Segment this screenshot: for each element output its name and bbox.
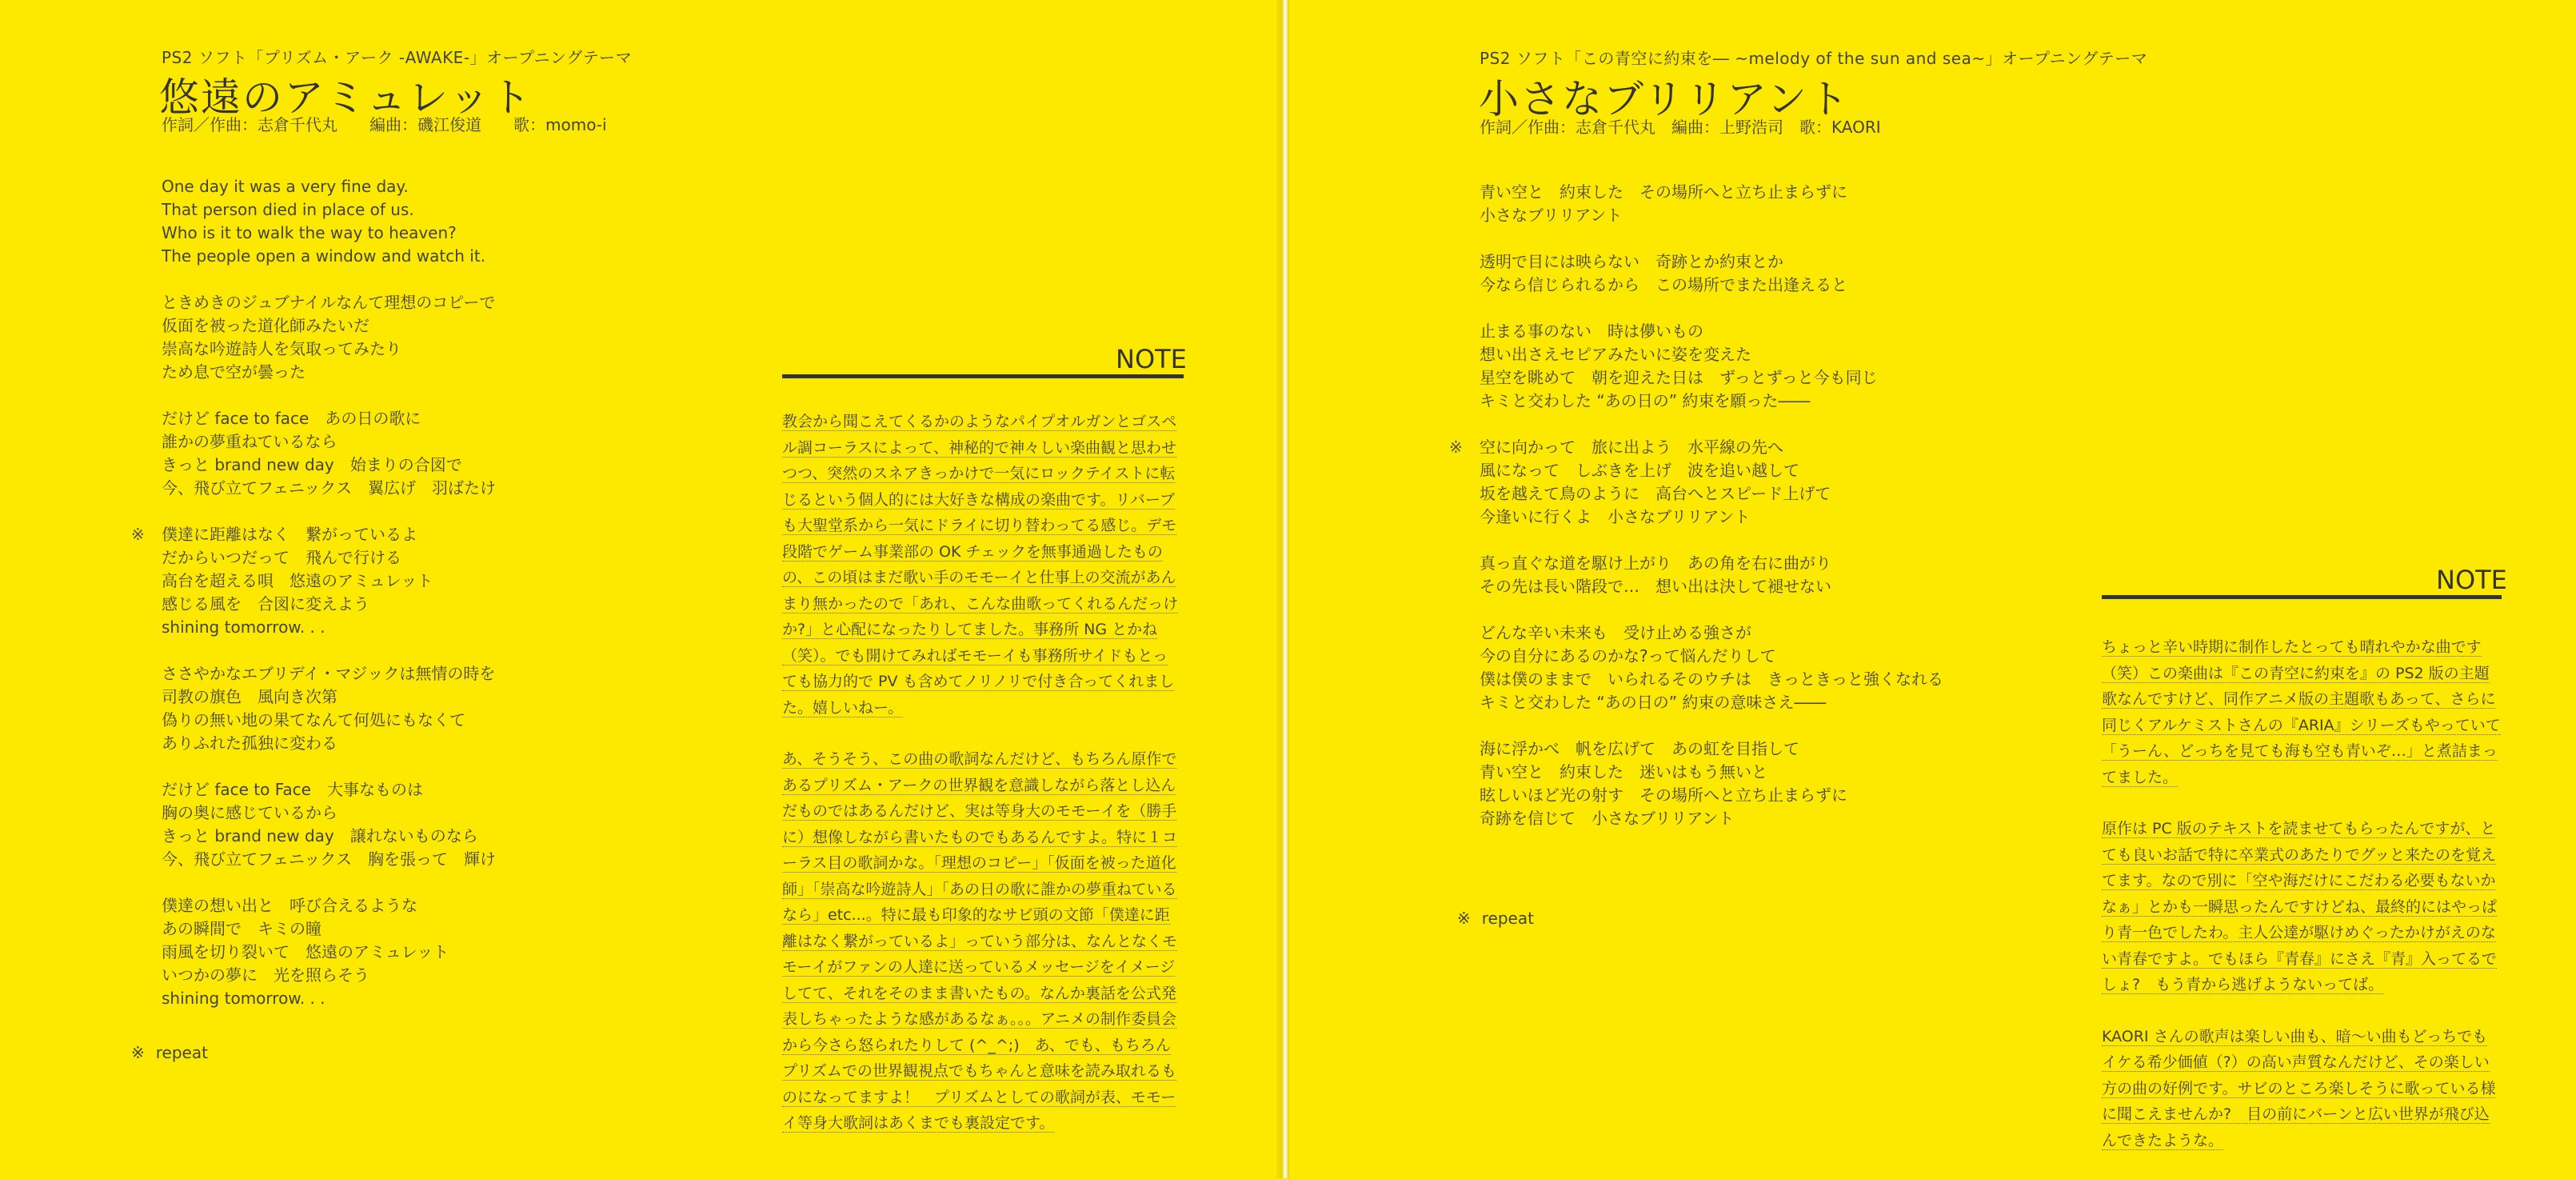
note-heading: NOTE	[1116, 344, 1187, 374]
left-page	[0, 0, 1284, 1178]
lyric-line: 今の自分にあるのかな?って悩んだりして	[1480, 646, 1776, 665]
note-body	[782, 409, 1182, 1162]
lyric-line: だけど face to Face 大事なものは	[162, 780, 423, 799]
lyric-line: One day it was a very fine day.	[162, 177, 409, 196]
lyrics-stanza	[162, 662, 577, 755]
note-paragraph: あ、そうそう、この曲の歌詞なんだけど、もちろん原作であるプリズム・アークの世界観を意識しながら落とし込んだものではあるんだけど、実は等身大のモモーイを（勝手に）想像しながら書いたものでもあるんですよ。特に１コーラス目の歌詞かな。「理想のコピー」「仮面を被った道化師」「崇高な吟遊詩人」「あの日の歌に誰かの夢重ねているなら」etc...。特に最も印象的なサビ頭の文節「僕達に距離はなく繋がっているよ」っていう部分は、なんとなくモモーイがファンの人達に送っているメッセージをイメージしてて、それをそのまま書いたもの。なんか裏話を公式発表しちゃったような感があるなぁ。。。アニメの制作委員会から今さら怒られたりして (^_^;) あ、でも、もちろんプリズムでの世界観視点でもちゃんと意味を読み取れるものになってますよ！ プリズムとしての歌詞が表、モモーイ等身大歌詞はあくまでも裏設定です。	[782, 750, 1178, 1132]
lyric-line: 小さなブリリアント	[1480, 206, 1623, 225]
lyric-line: shining tomorrow. . .	[162, 989, 325, 1008]
lyric-line: 坂を越えて鳥のように 高台へとスピード上げて	[1480, 484, 1831, 503]
lyric-line: Who is it to walk the way to heaven?	[162, 223, 457, 242]
lyric-line: 感じる風を 合図に変えよう	[162, 594, 369, 613]
chorus-mark: ※	[131, 525, 145, 544]
song-credits: 作詞／作曲：志倉千代丸 編曲：磯江俊道 歌：momo-i	[162, 115, 607, 134]
note-paragraph: 教会から聞こえてくるかのようなパイプオルガンとゴスペル調コーラスによって、神秘的で神々しい楽曲観と思わせつつ、突然のスネアきっかけで一気にロックテイストに転じるという個人的には大好きな構成の楽曲です。リバーブも大聖堂系から一気にドライに切り替わってる感じ。デモ段階でゲーム事業部の OK チェックを無事通過したものの、この頃はまだ歌い手のモモーイと仕事上の交流があんまり無かったので「あれ、こんな曲歌ってくれるんだっけか?」と心配になったりしてました。事務所 NG とかね（笑）。でも開けてみればモモーイも事務所サイドもとっても協力的で PV も含めてノリノリで付き合ってくれました。嬉しいねー。	[782, 413, 1179, 717]
repeat-label: repeat	[155, 1043, 208, 1062]
lyric-line: 今、飛び立てフェニックス 翼広げ 羽ばたけ	[162, 478, 496, 498]
chorus-stanza	[131, 523, 577, 639]
lyrics-block	[131, 175, 577, 1033]
lyric-line: 星空を眺めて 朝を迎えた日は ずっとずっと今も同じ	[1480, 368, 1878, 387]
note-paragraph: KAORI さんの歌声は楽しい曲も、暗～い曲もどっちでもイケる希少価値（?）の高い声質なんだけど、その楽しい方の曲の好例です。サビのところ楽しそうに歌っている様に聞こえませんか? 目の前にバーンと広い世界が飛び込んできたような。	[2102, 1027, 2496, 1149]
lyrics-stanza	[1480, 250, 1991, 297]
song-subtitle: PS2 ソフト「プリズム・アーク -AWAKE-」オープニングテーマ	[162, 48, 633, 67]
lyric-line: 眩しいほど光の射す その場所へと立ち止まらずに	[1480, 785, 1847, 805]
lyric-line: 胸の奥に感じているから	[162, 803, 337, 822]
lyric-line: 真っ直ぐな道を駆け上がり あの角を右に曲がり	[1480, 554, 1831, 573]
song-credits: 作詞／作曲：志倉千代丸 編曲：上野浩司 歌：KAORI	[1480, 118, 1881, 137]
lyric-line: 司教の旗色 風向き次第	[162, 687, 337, 706]
lyric-line: 高台を超える唄 悠遠のアミュレット	[162, 571, 433, 590]
lyric-line: 青い空と 約束した 迷いはもう無いと	[1480, 762, 1767, 781]
lyric-line: 偽りの無い地の果てなんて何処にもなくて	[162, 710, 465, 729]
lyric-line	[131, 523, 577, 546]
note-rule	[782, 374, 1184, 378]
lyrics-stanza	[162, 894, 577, 1010]
lyric-line: ささやかなエブリデイ・マジックは無情の時を	[162, 664, 496, 683]
lyric-line: 透明で目には映らない 奇跡とか約束とか	[1480, 252, 1783, 271]
lyric-line: shining tomorrow. . .	[162, 617, 325, 637]
lyric-text: 空に向かって 旅に出よう 水平線の先へ	[1480, 438, 1783, 457]
repeat-mark: ※	[1457, 909, 1471, 928]
lyric-line: ときめきのジュブナイルなんて理想のコピーで	[162, 293, 496, 312]
lyric-line: 僕は僕のままで いられるそのウチは きっときっと強くなれる	[1480, 669, 1943, 689]
lyric-line: 海に浮かべ 帆を広げて あの虹を目指して	[1480, 739, 1799, 758]
lyric-line: 想い出さえセピアみたいに姿を変えた	[1480, 345, 1751, 364]
lyric-line: 止まる事のない 時は儚いもの	[1480, 322, 1703, 341]
song-subtitle: PS2 ソフト「この青空に約束を― ~melody of the sun and sea~」オープニングテーマ	[1480, 49, 2148, 68]
lyrics-stanza	[1480, 552, 1991, 598]
lyric-text: 僕達に距離はなく 繋がっているよ	[162, 525, 417, 544]
lyric-line: きっと brand new day 譲れないものなら	[162, 826, 478, 845]
lyric-line: 誰かの夢重ねているなら	[162, 432, 337, 451]
lyric-line: その先は長い階段で… 想い出は決して褪せない	[1480, 577, 1831, 596]
repeat-mark: ※	[131, 1043, 145, 1062]
lyric-line: 崇高な吟遊詩人を気取ってみたり	[162, 339, 401, 358]
repeat-note	[1457, 909, 1534, 928]
note-rule	[2102, 595, 2502, 599]
lyric-line: 風になって しぶきを上げ 波を追い越して	[1480, 461, 1799, 480]
lyric-line: 今逢いに行くよ 小さなブリリアント	[1480, 507, 1751, 526]
lyrics-stanza	[1480, 621, 1991, 714]
note-paragraph: 原作は PC 版のテキストを読ませてもらったんですが、とても良いお話で特に卒業式のあたりでグッと来たのを覚えてます。なので別に「空や海だけにこだわる必要もないかなぁ」とかも一瞬思ったんですけどね、最終的にはやっぱり青一色でしたわ。主人公達が駆けめぐったかけがえのない青春ですよ。でもほら『青春』にさえ『青』入ってるでしょ? もう青から逃げようないってば。	[2102, 820, 2498, 993]
lyric-line: ため息で空が曇った	[162, 362, 306, 382]
lyrics-stanza	[1480, 737, 1991, 830]
lyric-line: いつかの夢に 光を照らそう	[162, 965, 369, 985]
lyric-line: きっと brand new day 始まりの合図で	[162, 455, 462, 474]
lyrics-stanza	[162, 291, 577, 384]
note-paragraph: ちょっと辛い時期に制作したとっても晴れやかな曲です（笑）この楽曲は『この青空に約束を』の PS2 版の主題歌なんですけど、同作アニメ版の主題歌もあって、さらに同じくアルケミストさんの『ARIA』シリーズもやっていて「うーん、どっちを見ても海も空も青いぞ…」と煮詰まってました。	[2102, 638, 2501, 786]
lyric-line: あの瞬間で キミの瞳	[162, 919, 322, 938]
lyric-line: 今なら信じられるから この場所でまた出逢えると	[1480, 275, 1847, 294]
lyric-line: ありふれた孤独に変わる	[162, 733, 337, 753]
lyrics-stanza	[162, 778, 577, 871]
chorus-mark: ※	[1449, 438, 1463, 457]
repeat-note	[131, 1043, 208, 1062]
lyric-line: 青い空と 約束した その場所へと立ち止まらずに	[1480, 182, 1847, 202]
lyric-line: 今、飛び立てフェニックス 胸を張って 輝け	[162, 849, 496, 869]
lyric-line: だけど face to face あの日の歌に	[162, 409, 421, 428]
lyric-line: だからいつだって 飛んで行ける	[162, 548, 401, 567]
song-title: 悠遠のアミュレット	[159, 74, 533, 121]
note-heading: NOTE	[2436, 565, 2507, 595]
lyric-line: 奇跡を信じて 小さなブリリアント	[1480, 809, 1735, 828]
lyric-line: The people open a window and watch it.	[162, 246, 486, 266]
lyric-line: キミと交わした “あの日の” 約束を願った――	[1480, 391, 1811, 410]
right-page	[1289, 0, 2576, 1178]
lyric-line	[1449, 436, 1991, 459]
lyric-line: キミと交わした “あの日の” 約束の意味さえ――	[1480, 693, 1827, 712]
lyric-line: 僕達の想い出と 呼び合えるような	[162, 896, 417, 915]
lyrics-stanza	[162, 175, 577, 268]
song-title: 小さなブリリアント	[1479, 76, 1850, 122]
lyrics-stanza	[162, 407, 577, 500]
repeat-label: repeat	[1481, 909, 1534, 928]
note-body	[2102, 634, 2502, 1179]
lyrics-stanza	[1480, 181, 1991, 227]
lyric-line: 雨風を切り裂いて 悠遠のアミュレット	[162, 942, 449, 961]
chorus-stanza	[1449, 436, 1991, 529]
lyrics-stanza	[1480, 320, 1991, 413]
lyrics-block	[1449, 181, 1991, 853]
lyric-line: That person died in place of us.	[162, 200, 414, 219]
lyric-line: どんな辛い未来も 受け止める強さが	[1480, 623, 1751, 642]
lyric-line: 仮面を被った道化師みたいだ	[162, 316, 369, 335]
